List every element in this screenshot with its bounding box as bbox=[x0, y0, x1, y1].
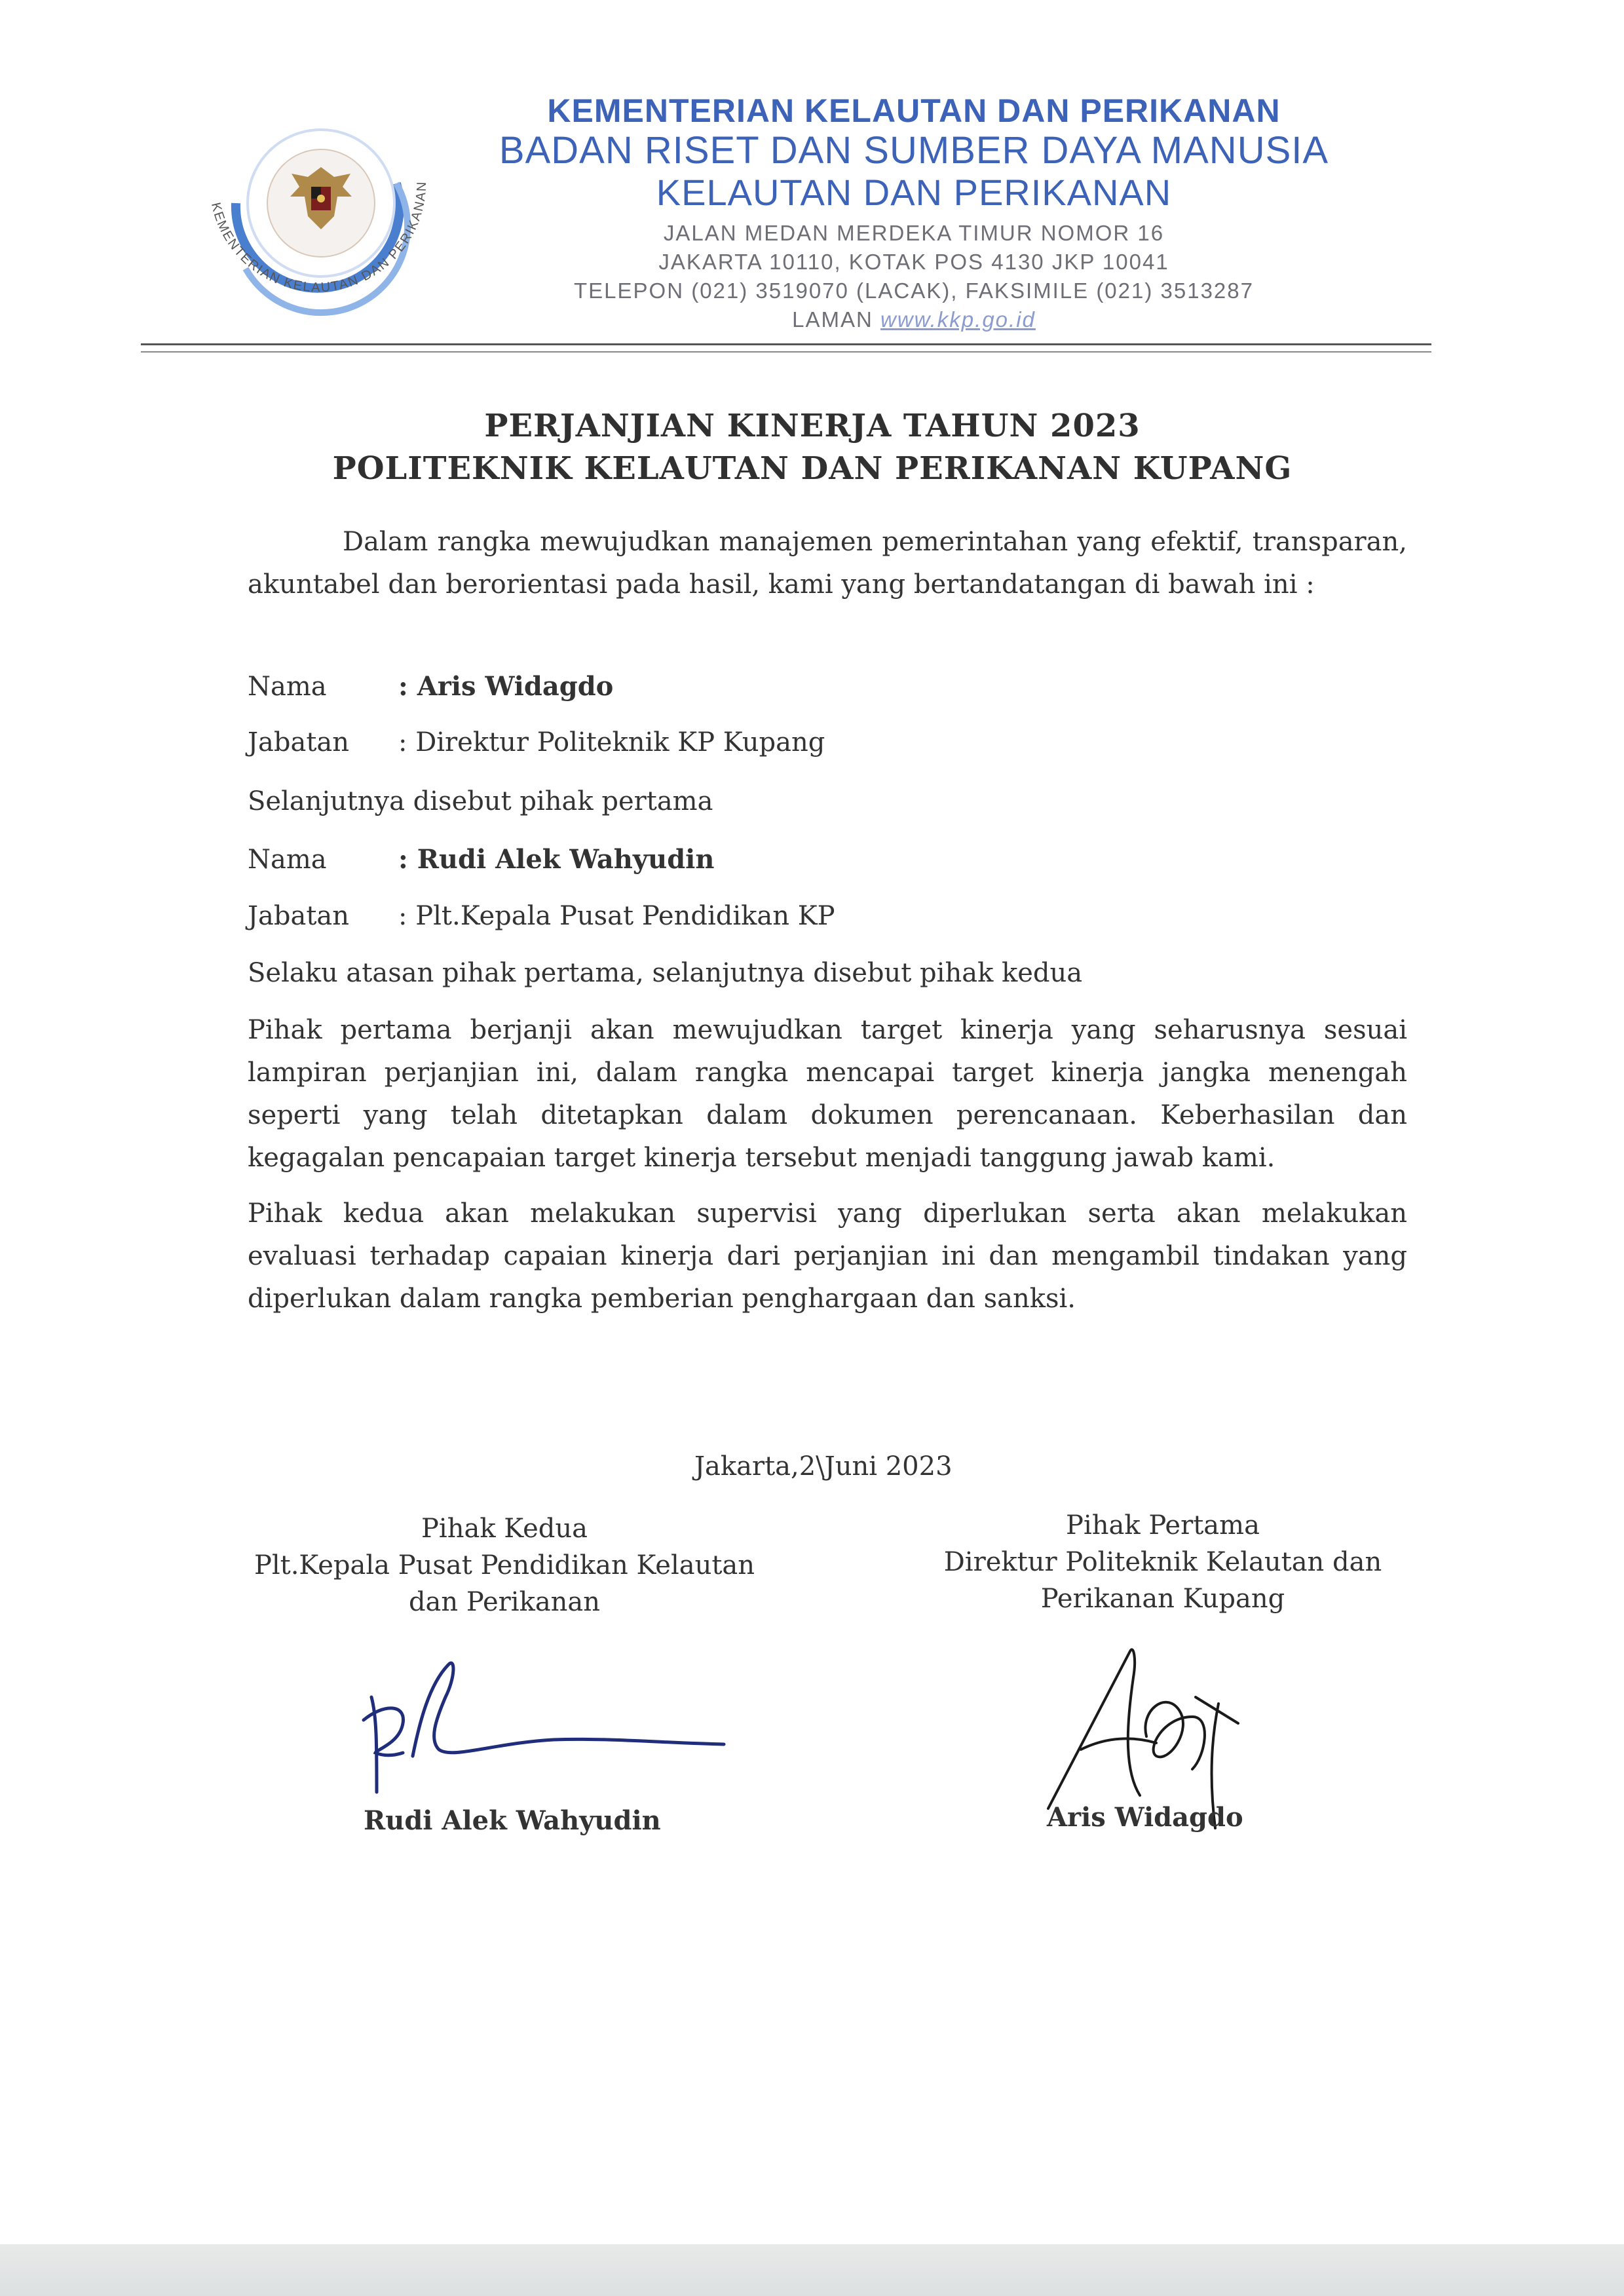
right-title-line2: Perikanan Kupang bbox=[1040, 1584, 1285, 1614]
scan-edge bbox=[0, 2244, 1624, 2296]
phone-fax: TELEPON (021) 3519070 (LACAK), FAKSIMILE (021) 3513287 bbox=[574, 278, 1254, 303]
left-title-line1: Plt.Kepala Pusat Pendidikan Kelautan bbox=[254, 1550, 755, 1580]
letterhead bbox=[472, 92, 1356, 334]
party2-name-value: : Rudi Alek Wahyudin bbox=[398, 844, 715, 875]
party1-position-value: : Direktur Politeknik KP Kupang bbox=[398, 727, 825, 757]
party1-position-row bbox=[248, 727, 825, 757]
party2-position-row bbox=[248, 901, 835, 931]
party2-designation: Selaku atasan pihak pertama, selanjutnya disebut pihak kedua bbox=[248, 958, 1083, 988]
letterhead-divider bbox=[141, 343, 1431, 353]
agency-name-line1: BADAN RISET DAN SUMBER DAYA MANUSIA bbox=[499, 129, 1329, 172]
ministry-logo bbox=[174, 105, 468, 354]
party1-name-value: : Aris Widagdo bbox=[398, 671, 614, 702]
right-signer-name: Aris Widagdo bbox=[1047, 1802, 1243, 1833]
signature-block-right bbox=[914, 1507, 1412, 1617]
signature-block-left bbox=[226, 1510, 783, 1620]
address-line1: JALAN MEDAN MERDEKA TIMUR NOMOR 16 bbox=[663, 221, 1165, 245]
intro-paragraph: Dalam rangka mewujudkan manajemen pemerintahan yang efektif, transparan, akuntabel dan berorientasi pada hasil, kami yang bertandatangan di bawah ini : bbox=[248, 527, 1407, 600]
place-date: Jakarta,2\Juni 2023 bbox=[694, 1451, 953, 1482]
left-role: Pihak Kedua bbox=[421, 1514, 588, 1544]
website-line bbox=[472, 305, 1356, 334]
document-subtitle: POLITEKNIK KELAUTAN DAN PERIKANAN KUPANG bbox=[332, 450, 1293, 487]
party2-name-label: Nama bbox=[248, 845, 327, 875]
left-signer-name: Rudi Alek Wahyudin bbox=[364, 1805, 661, 1836]
party1-name-row bbox=[248, 671, 613, 702]
address-line2: JAKARTA 10110, KOTAK POS 4130 JKP 10041 bbox=[658, 250, 1169, 274]
website-link[interactable]: www.kkp.go.id bbox=[880, 307, 1036, 332]
ministry-name: KEMENTERIAN KELAUTAN DAN PERIKANAN bbox=[547, 92, 1281, 129]
website-label: LAMAN bbox=[792, 307, 873, 332]
logo-ring-text: KEMENTERIAN KELAUTAN DAN PERIKANAN bbox=[208, 180, 430, 296]
party2-position-value: : Plt.Kepala Pusat Pendidikan KP bbox=[398, 901, 835, 931]
party1-position-label: Jabatan bbox=[248, 727, 350, 757]
party1-designation: Selanjutnya disebut pihak pertama bbox=[248, 786, 713, 816]
right-title-line1: Direktur Politeknik Kelautan dan bbox=[943, 1547, 1382, 1577]
party2-position-label: Jabatan bbox=[248, 901, 350, 931]
handwritten-signature-left bbox=[357, 1658, 737, 1802]
supervision-paragraph: Pihak kedua akan melakukan supervisi yang diperlukan serta akan melakukan evaluasi terhadap capaian kinerja dari perjanjian ini dan mengambil tindakan yang diperlukan dalam rangka pemberian penghargaan dan sanksi. bbox=[248, 1198, 1407, 1314]
party2-name-row bbox=[248, 844, 714, 875]
right-role: Pihak Pertama bbox=[1066, 1510, 1260, 1540]
agency-name-line2: KELAUTAN DAN PERIKANAN bbox=[656, 172, 1172, 213]
document-title: PERJANJIAN KINERJA TAHUN 2023 bbox=[484, 408, 1141, 444]
party1-name-label: Nama bbox=[248, 672, 327, 702]
left-title-line2: dan Perikanan bbox=[408, 1587, 601, 1617]
commitment-paragraph: Pihak pertama berjanji akan mewujudkan target kinerja yang seharusnya sesuai lampiran perjanjian ini, dalam rangka mencapai target kinerja jangka menengah seperti yang telah ditetapkan dalam dokumen perencanaan. Keberhasilan dan kegagalan pencapaian target kinerja tersebut menjadi tanggung jawab kami. bbox=[248, 1015, 1407, 1173]
